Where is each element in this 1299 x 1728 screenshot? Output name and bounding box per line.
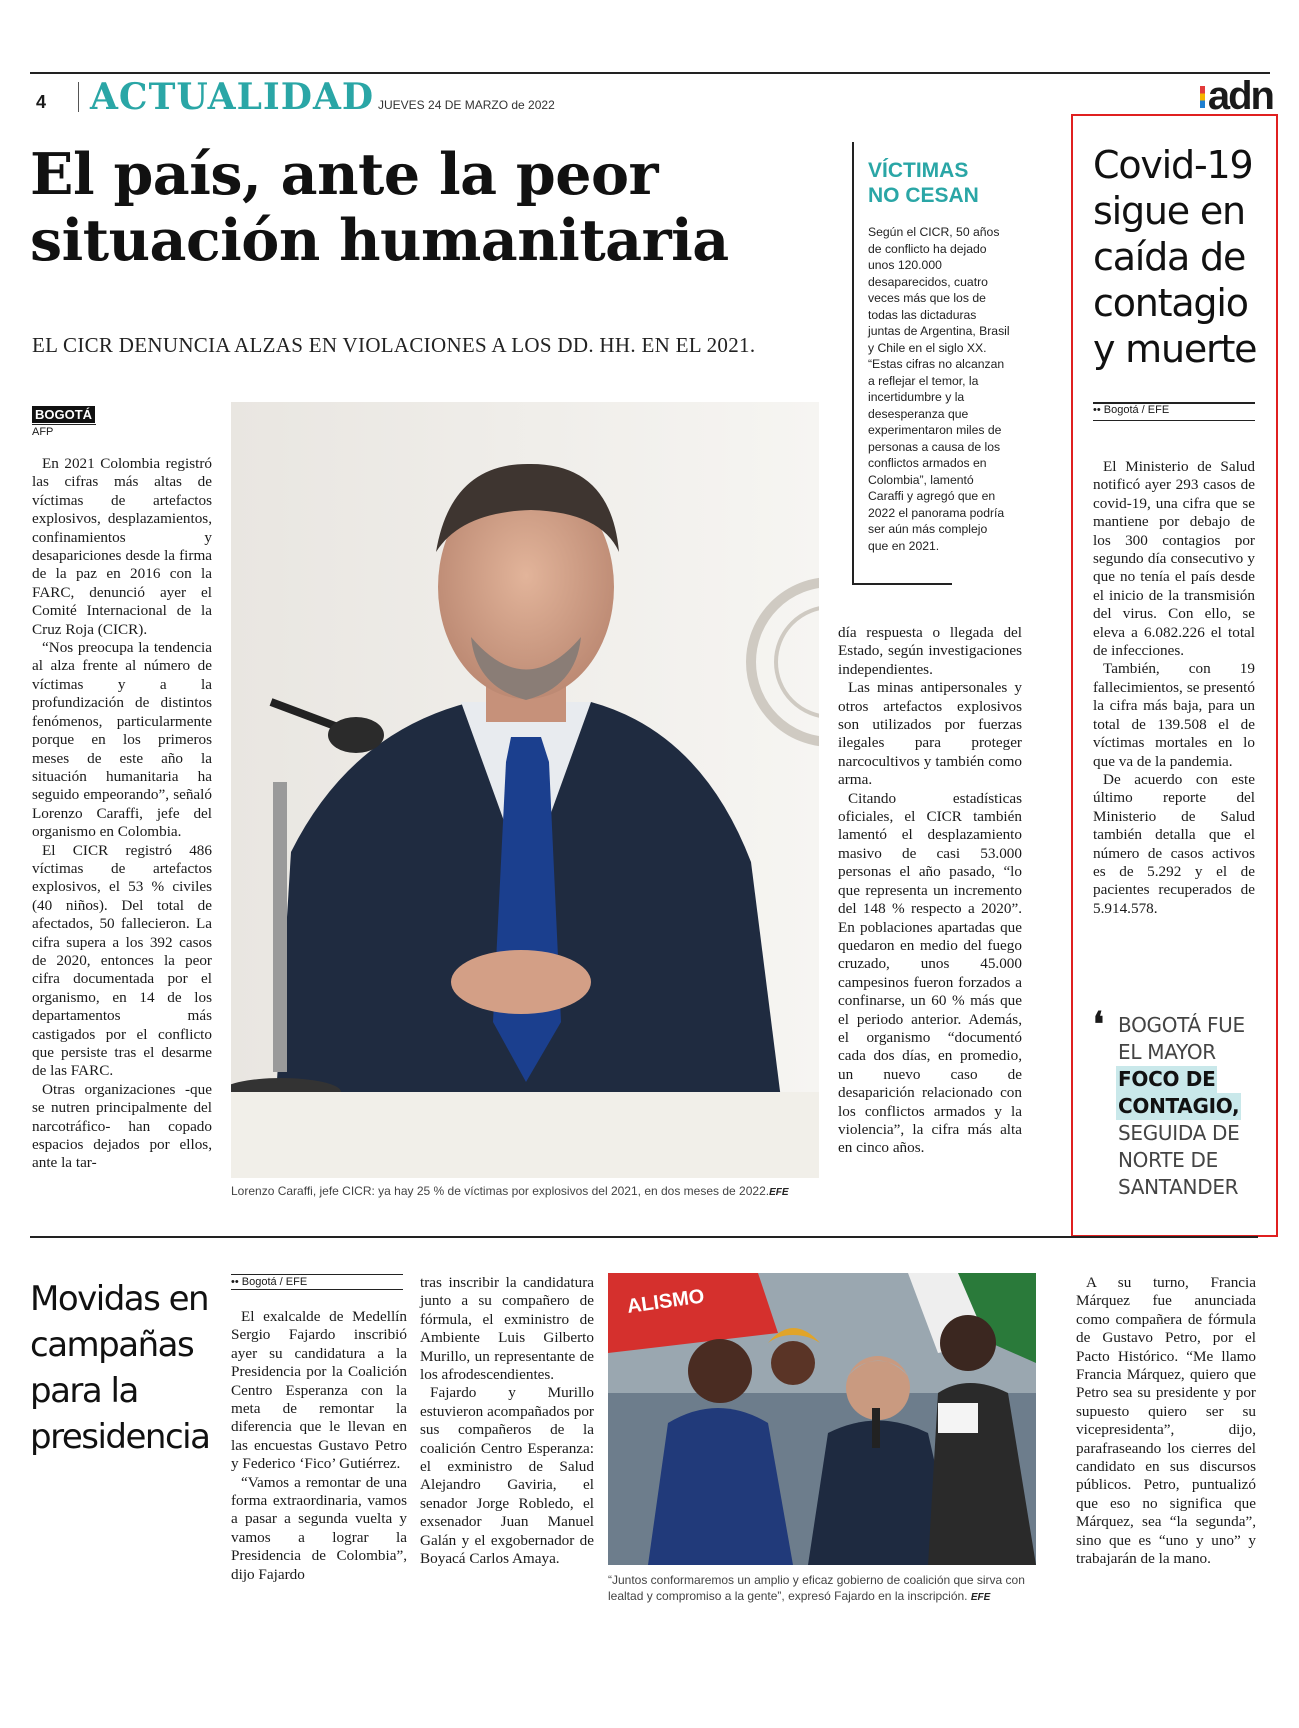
section-title: ACTUALIDAD xyxy=(90,76,375,118)
paragraph: El exalcalde de Medellín Sergio Fajardo inscribió ayer su candidatura a la Presidencia por la Coalición Centro Esperanza con la meta de remontar la diferencia que le llevan en las encuestas Gustavo Petro y Federico ‘Fico’ Gutiérrez. xyxy=(231,1308,407,1473)
main-column-3 xyxy=(838,624,1022,1158)
dateline-tag: BOGOTÁ xyxy=(32,406,95,423)
paragraph: Otras organizaciones -que se nutren principalmente del narcotráfico- han copado espacios dejados por ellos, ante la tar- xyxy=(32,1080,212,1172)
main-photo-caption: Lorenzo Caraffi, jefe CICR: ya hay 25 % de víctimas por explosivos del 2021, en dos meses de 2022.EFE xyxy=(231,1184,789,1198)
sidebar-title: VÍCTIMAS NO CESAN xyxy=(868,159,979,207)
publication-date: JUEVES 24 DE MARZO de 2022 xyxy=(378,98,555,112)
paragraph: tras inscribir la candidatura junto a su compañero de fórmula, el exministro de Ambiente Luis Gilberto Murillo, un representante de los afrodescendientes. xyxy=(420,1274,594,1384)
covid-byline-rule xyxy=(1093,420,1255,421)
main-column-1 xyxy=(32,455,212,1173)
sidebar-bottom-rule xyxy=(852,583,952,585)
page-number: 4 xyxy=(36,92,47,112)
paragraph: De acuerdo con este último reporte del Ministerio de Salud también detalla que el número de casos activos es de 5.292 y el de pacientes recuperados de 5.914.578. xyxy=(1093,770,1255,917)
paragraph: El Ministerio de Salud notificó ayer 293 casos de covid-19, una cifra que se mantiene por debajo de los 300 contagios por segundo día consecutivo y que no tenía el país desde el inicio de la transmisión del virus. Con ello, se eleva a 6.082.226 el total de infecciones. xyxy=(1093,458,1255,660)
main-subhead: EL CICR DENUNCIA ALZAS EN VIOLACIONES A LOS DD. HH. EN EL 2021. xyxy=(32,333,756,357)
bottom-column-4 xyxy=(1076,1274,1256,1569)
main-headline: El país, ante la peor situación humanitaria xyxy=(30,141,729,274)
paragraph: El CICR registró 486 víctimas de artefactos explosivos, el 53 % civiles (40 niños). Del total de afectados, 50 fallecieron. La cifra supera a los 392 casos de 2020, entonces la peor cifra documentada por el organismo, en 14 de los departamentos más castigados por el conflicto que persiste tras el desarme de las FARC. xyxy=(32,841,212,1080)
paragraph: día respuesta o llegada del Estado, según investigaciones independientes. xyxy=(838,624,1022,678)
bottom-headline: Movidas en campañas para la presidencia xyxy=(30,1279,210,1457)
logo-color-bar xyxy=(1200,86,1205,108)
quote-mark-icon: ❛ xyxy=(1093,1005,1104,1045)
covid-body xyxy=(1093,458,1255,918)
paragraph: Las minas antipersonales y otros artefactos explosivos son utilizados por fuerzas ilegales para proteger narcocultivos y también como arma. xyxy=(838,679,1022,789)
sidebar-text: Según el CICR, 50 años de conflicto ha dejado unos 120.000 desaparecidos, cuatro veces más que los de todas las dictaduras juntas de Argentina, Brasil y Chile en el siglo XX. “Estas cifras no alcanzan a reflejar el temor, la incertidumbre y la desesperanza que experimentaron miles de personas a causa de los conflictos armados en Colombia”, lamentó Caraffi y agregó que en 2022 el panorama podría ser aún más complejo que en 2021. xyxy=(868,225,1010,553)
paragraph: Fajardo y Murillo estuvieron acompañados por sus compañeros de la coalición Centro Esperanza: el exministro de Salud Alejandro Gaviria, el senador Jorge Robledo, el exsenador Juan Manuel Galán y el exgobernador de Boyacá Carlos Amaya. xyxy=(420,1384,594,1568)
covid-headline: Covid-19 sigue en caída de contagio y muerte xyxy=(1093,143,1257,371)
adn-logo[interactable]: adn xyxy=(1208,74,1273,119)
paragraph: Citando estadísticas oficiales, el CICR también lamentó el desplazamiento masivo de casi 53.000 personas el año pasado, “lo que representa un incremento del 148 % respecto a 2020”. En poblaciones apartadas que quedaron en medio del fuego cruzado, unos 45.000 campesinos fueron forzados a confinarse, un 60 % más que el periodo anterior. Además, el organismo “documentó cada dos días, en promedio, un nuevo caso de desaparición relacionado con los conflictos armados y la violencia”, la cifra más alta en cinco años. xyxy=(838,789,1022,1157)
bottom-section-rule xyxy=(30,1236,1258,1238)
main-photo-caraffi xyxy=(231,402,819,1178)
header-rule xyxy=(30,72,1270,74)
paragraph: “Nos preocupa la tendencia al alza frente al número de víctimas y a la profundización de distintos fenómenos, particularmente porque en los primeros meses de este año la situación humanitaria ha seguido empeorando”, señaló Lorenzo Caraffi, jefe del organismo en Colombia. xyxy=(32,639,212,841)
paragraph: A su turno, Francia Márquez fue anunciada como compañera de fórmula de Gustavo Petro, por el Pacto Histórico. “Me llamo Francia Márquez, quiero que Petro sea su presidente y por supuesto quiero ser su vicepresidenta”, dijo, parafraseando los cierres del candidato en sus discursos públicos. Petro, puntualizó que eso no significa que Márquez, sea “la segunda”, sino que es “uno y uno” y trabajarán de la mano. xyxy=(1076,1274,1256,1568)
covid-byline: •• Bogotá / EFE xyxy=(1093,404,1170,416)
photo-credit: EFE xyxy=(970,1592,991,1603)
paragraph: “Vamos a remontar de una forma extraordinaria, vamos a pasar a segunda vuelta y vamos a lograr la Presidencia de Colombia”, dijo Fajardo xyxy=(231,1473,407,1583)
paragraph: También, con 19 fallecimientos, se presentó la cifra más baja, para un total de 139.508 el de víctimas mortales en lo que va de la pandemia. xyxy=(1093,660,1255,770)
bottom-column-1 xyxy=(231,1308,407,1584)
photo-credit: EFE xyxy=(769,1187,789,1198)
bottom-byline: •• Bogotá / EFE xyxy=(231,1274,403,1290)
bottom-photo-fajardo xyxy=(608,1273,1036,1565)
photo-banner-text: ALISMO xyxy=(625,1285,706,1318)
byline-agency: AFP xyxy=(32,424,96,438)
bottom-photo-caption: “Juntos conformaremos un amplio y eficaz gobierno de coalición que sirva con lealtad y compromiso a la gente”, expresó Fajardo en la inscripción. EFE xyxy=(608,1573,1025,1603)
bottom-column-2 xyxy=(420,1274,594,1569)
header-divider xyxy=(78,82,79,112)
covid-pull-quote: BOGOTÁ FUE EL MAYOR FOCO DE CONTAGIO, SEGUIDA DE NORTE DE SANTANDER xyxy=(1118,1013,1245,1199)
paragraph: En 2021 Colombia registró las cifras más altas de víctimas de artefactos explosivos, desplazamientos, confinamientos y desapariciones desde la firma de la paz en 2016 con la FARC, denunció ayer el Comité Internacional de la Cruz Roja (CICR). xyxy=(32,455,212,638)
